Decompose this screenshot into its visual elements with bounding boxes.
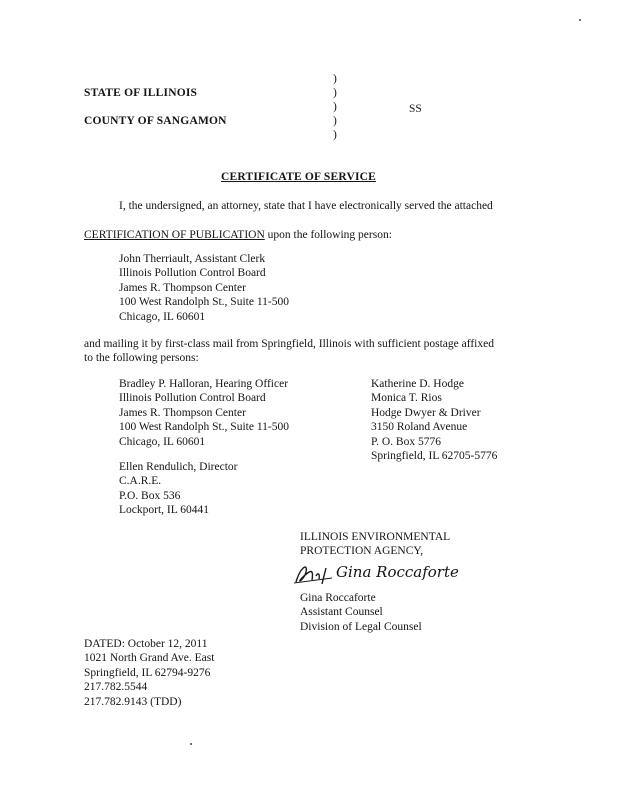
caption-paren-2: ) <box>333 87 337 99</box>
signer-title: Assistant Counsel <box>300 606 383 619</box>
footer-phone: 217.782.5544 <box>84 681 148 694</box>
primary-recipient-address <box>119 252 289 324</box>
recipient-halloran <box>119 377 289 449</box>
mail-line-1: and mailing it by first-class mail from Springfield, Illinois with sufficient postage affixed <box>84 338 494 350</box>
intro-line-2 <box>84 229 392 242</box>
signer-block <box>300 591 422 634</box>
page-title: CERTIFICATE OF SERVICE <box>221 171 377 183</box>
signature <box>292 558 462 590</box>
ss-label: SS <box>409 103 422 115</box>
address-line: 3150 Roland Avenue <box>371 421 468 434</box>
footer-address-2: Springfield, IL 62794-9276 <box>84 666 211 679</box>
address-line: Ellen Rendulich, Director <box>119 461 238 473</box>
dated-line: DATED: October 12, 2011 <box>84 638 208 650</box>
address-line: Illinois Pollution Control Board <box>119 267 266 280</box>
county-caption: COUNTY OF SANGAMON <box>84 115 227 127</box>
scan-speck <box>190 743 192 745</box>
footer-address-1: 1021 North Grand Ave. East <box>84 652 215 665</box>
caption-paren-4: ) <box>333 115 337 127</box>
address-line: Hodge Dwyer & Driver <box>371 406 481 419</box>
address-line: James R. Thompson Center <box>119 281 246 294</box>
recipient-rendulich <box>119 460 237 518</box>
address-line: Chicago, IL 60601 <box>119 435 206 448</box>
address-line: Monica T. Rios <box>371 392 442 405</box>
address-line: Springfield, IL 62705-5776 <box>371 450 498 463</box>
scan-speck <box>579 19 581 21</box>
signer-name: Gina Roccaforte <box>300 592 376 604</box>
address-line: Katherine D. Hodge <box>371 378 464 390</box>
footer-tdd: 217.782.9143 (TDD) <box>84 695 182 708</box>
address-line: 100 West Randolph St., Suite 11-500 <box>119 296 289 309</box>
signature-text: Gina Roccaforte <box>336 563 459 581</box>
address-line: John Therriault, Assistant Clerk <box>119 253 266 265</box>
mail-line-2: to the following persons: <box>84 352 199 364</box>
intro-tail: upon the following person: <box>264 229 392 241</box>
agency-name <box>300 530 450 559</box>
signer-division: Division of Legal Counsel <box>300 620 422 633</box>
caption-paren-1: ) <box>333 73 337 85</box>
state-caption: STATE OF ILLINOIS <box>84 87 198 99</box>
caption-paren-3: ) <box>333 101 337 113</box>
address-line: James R. Thompson Center <box>119 406 246 419</box>
agency-line: PROTECTION AGENCY, <box>300 545 424 558</box>
address-line: Chicago, IL 60601 <box>119 310 206 323</box>
address-line: Lockport, IL 60441 <box>119 504 209 517</box>
caption-paren-5: ) <box>333 129 337 141</box>
address-line: C.A.R.E. <box>119 475 162 488</box>
document-name: CERTIFICATION OF PUBLICATION <box>84 229 265 241</box>
intro-line: I, the undersigned, an attorney, state that I have electronically served the attached <box>119 200 493 212</box>
address-line: P.O. Box 536 <box>119 489 181 502</box>
address-line: 100 West Randolph St., Suite 11-500 <box>119 421 289 434</box>
agency-line: ILLINOIS ENVIRONMENTAL <box>300 531 451 543</box>
recipient-hodge <box>371 377 497 463</box>
address-line: Illinois Pollution Control Board <box>119 392 266 405</box>
address-line: P. O. Box 5776 <box>371 435 441 448</box>
address-line: Bradley P. Halloran, Hearing Officer <box>119 378 289 390</box>
footer-block <box>84 637 214 709</box>
